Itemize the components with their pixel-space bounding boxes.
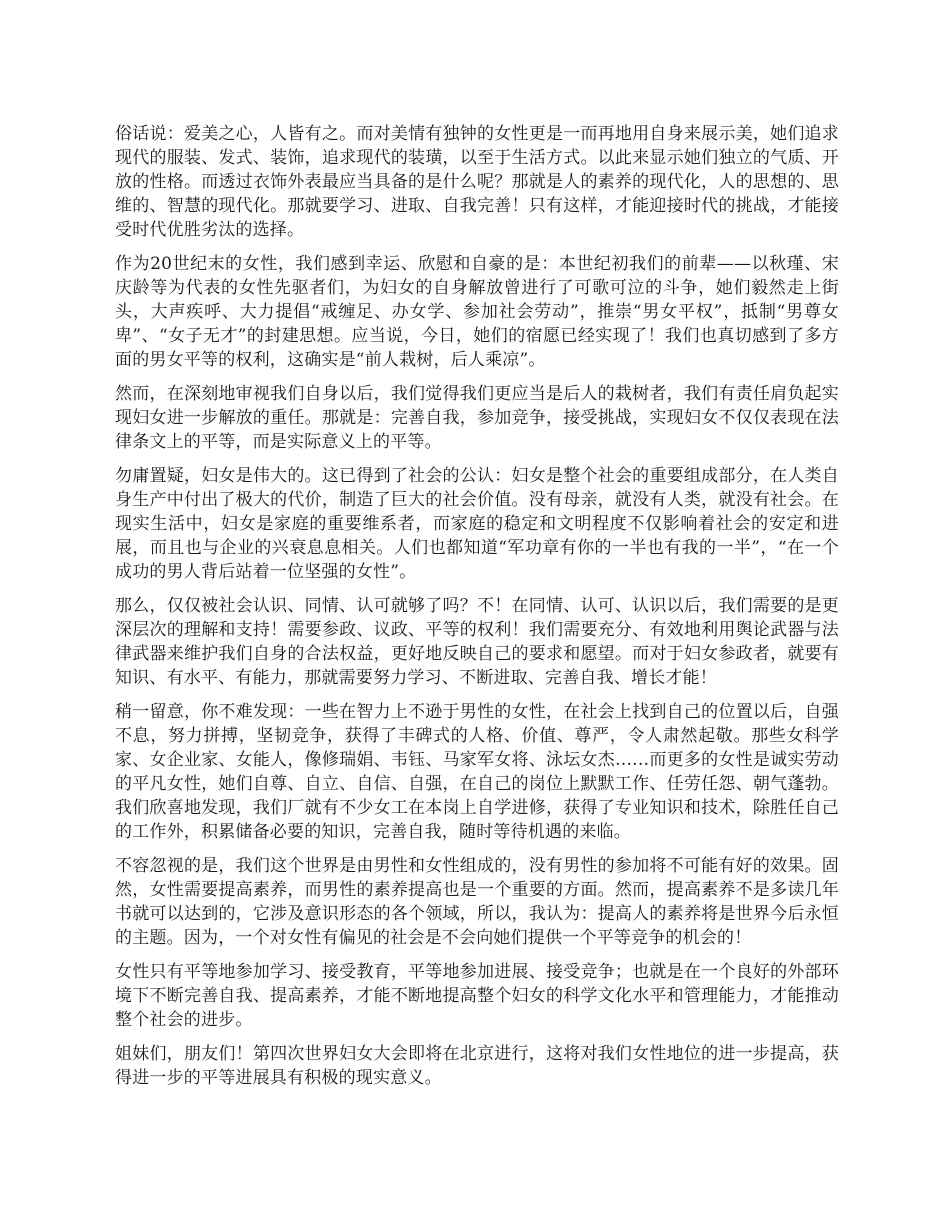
paragraph: 那么，仅仅被社会认识、同情、认可就够了吗？不！在同情、认可、认识以后，我们需要的是更深层次的理解和支持！需要参政、议政、平等的权利！我们需要充分、有效地利用舆论武器与法律武器来维护我们自身的合法权益，更好地反映自己的要求和愿望。而对于妇女参政者，就要有知识、有水平、有能力，那就需要努力学习、不断进取、完善自我、增长才能！ [115, 596, 839, 688]
paragraph: 姐妹们，朋友们！第四次世界妇女大会即将在北京进行，这将对我们女性地位的进一步提高，获得进一步的平等进展具有积极的现实意义。 [115, 1044, 839, 1088]
paragraph: 然而，在深刻地审视我们自身以后，我们觉得我们更应当是后人的栽树者，我们有责任肩负起实现妇女进一步解放的重任。那就是：完善自我，参加竞争，接受挑战，实现妇女不仅仅表现在法律条文上的平等，而是实际意义上的平等。 [115, 384, 839, 452]
paragraph: 稍一留意，你不难发现：一些在智力上不逊于男性的女性，在社会上找到自己的位置以后，自强不息，努力拼搏，坚韧竞争，获得了丰碑式的人格、价值、尊严，令人肃然起敬。那些女科学家、女企业家、女能人，像修瑞娟、韦钰、马家军女将、泳坛女杰……而更多的女性是诚实劳动的平凡女性，她们自尊、自立、自信、自强，在自己的岗位上默默工作、任劳任怨、朝气蓬勃。我们欣喜地发现，我们厂就有不少女工在本岗上自学进修，获得了专业知识和技术，除胜任自己的工作外，积累储备必要的知识，完善自我，随时等待机遇的来临。 [115, 702, 839, 842]
paragraph: 女性只有平等地参加学习、接受教育，平等地参加进展、接受竞争；也就是在一个良好的外部环境下不断完善自我、提高素养，才能不断地提高整个妇女的科学文化水平和管理能力，才能推动整个社会的进步。 [115, 962, 839, 1030]
paragraph: 不容忽视的是，我们这个世界是由男性和女性组成的，没有男性的参加将不可能有好的效果。固然，女性需要提高素养，而男性的素养提高也是一个重要的方面。然而，提高素养不是多读几年书就可以达到的，它涉及意识形态的各个领域，所以，我认为：提高人的素养将是世界今后永恒的主题。因为，一个对女性有偏见的社会是不会向她们提供一个平等竞争的机会的！ [115, 856, 839, 948]
paragraph: 俗话说：爱美之心，人皆有之。而对美情有独钟的女性更是一而再地用自身来展示美，她们追求现代的服装、发式、装饰，追求现代的装璜，以至于生活方式。以此来显示她们独立的气质、开放的性格。而透过衣饰外表最应当具备的是什么呢？那就是人的素养的现代化，人的思想的、思维的、智慧的现代化。那就要学习、进取、自我完善！只有这样，才能迎接时代的挑战，才能接受时代优胜劣汰的选择。 [115, 124, 839, 240]
paragraph: 作为20世纪末的女性，我们感到幸运、欣慰和自豪的是：本世纪初我们的前辈——以秋瑾、宋庆龄等为代表的女性先驱者们，为妇女的自身解放曾进行了可歌可泣的斗争，她们毅然走上街头，大声疾呼、大力提倡“戒缠足、办女学、参加社会劳动”，推崇“男女平权”，抵制“男尊女卑”、“女子无才”的封建思想。应当说，今日，她们的宿愿已经实现了！我们也真切感到了多方面的男女平等的权利，这确实是“前人栽树，后人乘凉”。 [115, 254, 839, 370]
document-body [115, 122, 839, 1100]
paragraph: 勿庸置疑，妇女是伟大的。这已得到了社会的公认：妇女是整个社会的重要组成部分，在人类自身生产中付出了极大的代价，制造了巨大的社会价值。没有母亲，就没有人类，就没有社会。在现实生活中，妇女是家庭的重要维系者，而家庭的稳定和文明程度不仅影响着社会的安定和进展，而且也与企业的兴衰息息相关。人们也都知道“军功章有你的一半也有我的一半”，“在一个成功的男人背后站着一位坚强的女性”。 [115, 466, 839, 582]
